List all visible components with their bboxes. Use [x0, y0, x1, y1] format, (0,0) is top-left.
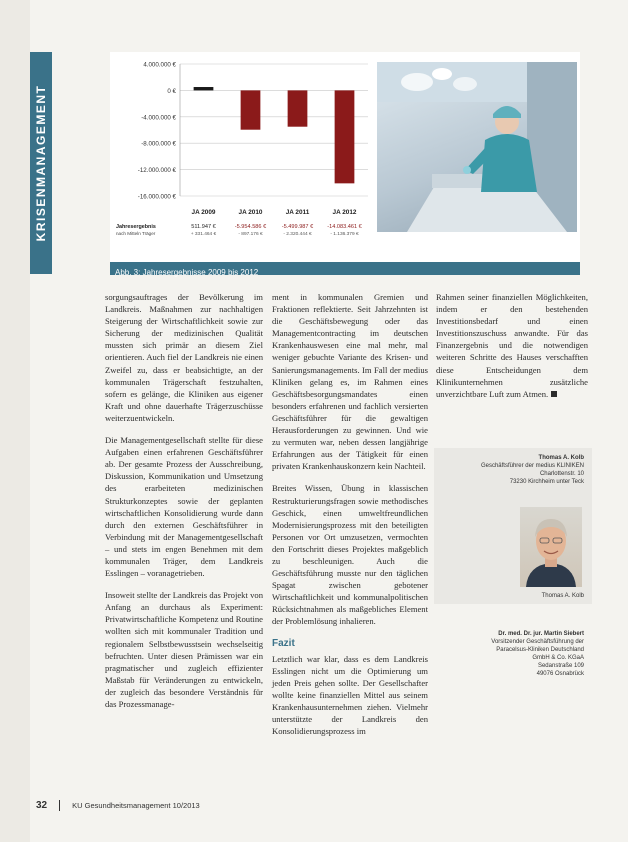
- figure-caption-bar: [110, 262, 580, 275]
- row-label: nach Mitteln Träger: [116, 231, 156, 236]
- paragraph: [436, 291, 588, 400]
- text-column-1: [105, 291, 263, 720]
- bar: [335, 90, 355, 183]
- author-box-1: [434, 448, 592, 508]
- paragraph: Insoweit stellte der Landkreis das Projekt von Anfang an durchaus als Experiment: Privatwirtschaftliche Kompetenz und Routine wollten sich mit kommunaler Tradition und regionalem Selbstbewusstsein wechselseitig befruchten. Unter diesen Prämissen war ein pragmatischer und zugleich effizienter Maßstab für Veränderungen zu entwickeln, der zugleich das besondere Verständnis für das Prozessmanage-: [105, 590, 263, 709]
- text-column-3: [436, 291, 588, 410]
- x-tick-label: JA 2009: [191, 209, 216, 216]
- y-tick-label: -8.000.000 €: [141, 140, 176, 148]
- paragraph-text: Rahmen seiner finanziellen Möglichkeiten, indem er den bestehenden Investitionsbedarf und einen Investitionszuschuss anwandte. Für das Finanzergebnis und die notwendigen weiteren Schritte des Hauses verschafften diese Entscheidungen dem Klinikunternehmen zusätzliche unverzichtbare Luft zum Atmen.: [436, 292, 588, 399]
- paragraph: Letztlich war klar, dass es dem Landkreis Esslingen nicht um die Optimierung um jeden Preis gehen sollte. Der Gesellschafter wollte keine finanziellen Mittel aus seinem Krankenhausunternehmen ziehen. Vielmehr unterstützte der Landkreis den Konsolidierungsprozess im: [272, 653, 428, 737]
- paragraph: Die Managementgesellschaft stellte für diese Aufgaben einen erfahrenen Geschäftsführer ab. Der gesamte Prozess der Ausschreibung, Diskussion, Kommunikation und Umsetzung des erarbeiteten medizinischen Strukturkonzeptes sowie der geplanten wirtschaftlichen Konsolidierung wurde dann durch den externen Geschäftsführer in Verbindung mit der Managementgesellschaft – und stets im engen Benehmen mit dem kommunalen Träger, dem Landkreis Esslingen – voranagetrieben.: [105, 435, 263, 579]
- publication-name: KU Gesundheitsmanagement 10/2013: [72, 801, 200, 811]
- data-sub-label: + 331.464 €: [190, 232, 217, 237]
- x-tick-label: JA 2012: [332, 209, 357, 216]
- author-name: Dr. med. Dr. jur. Martin Siebert: [498, 631, 584, 637]
- page-footer: [36, 800, 200, 811]
- bar: [241, 90, 261, 129]
- data-label: -5.499.987 €: [281, 224, 314, 230]
- data-sub-label: - 897.176 €: [238, 232, 263, 237]
- section-label: KRISENMANAGEMENT: [34, 84, 48, 242]
- text-column-2: [272, 291, 428, 747]
- author-city: 49076 Osnabrück: [536, 671, 584, 677]
- figure: [110, 52, 580, 274]
- row-label: Jahresergebnis: [116, 224, 156, 230]
- author-role: Geschäftsführer der medius KLINIKEN: [480, 463, 584, 469]
- data-sub-label: - 2.320.444 €: [283, 232, 312, 237]
- paragraph: Breites Wissen, Übung in klassischen Restrukturierungsfragen sowie methodisches Geschick, einen umweltfreundlichen Modernisierungsprozess mit den beteiligten Personen vor Ort umzusetzen, vermochten den Fortschritt dieses Projektes maßgeblich zu beschleunigen. Auch die Geschäftsführung musste nur den täglichen Spagat zwischen gebotener Wirtschaftlichkeit und kommunalpolitischen Rücksichtnahmen als maßgebliches Element der Problemlösung inhalieren.: [272, 483, 428, 627]
- page-margin: [0, 0, 30, 842]
- author-photo: [520, 507, 582, 587]
- x-tick-label: JA 2011: [285, 209, 310, 216]
- section-tab: [30, 52, 52, 274]
- x-tick-label: JA 2010: [238, 209, 263, 216]
- surgery-photo: [377, 62, 577, 232]
- photo-credit: Thomas A. Kolb: [541, 593, 584, 599]
- figure-caption: Abb. 3: Jahresergebnisse 2009 bis 2012: [115, 268, 259, 277]
- paragraph: ment in kommunalen Gremien und Fraktionen reflektierte. Seit Jahrzehnten ist die Geschäftsbewegung oder das Managementcontracting im deutschen Krankenhauswesen eine mal mehr, mal weniger gebuchte Variante des Krisen- und Sanierungsmanagements. Im Fall der medius Kliniken gelang es, im Rahmen eines Geschäftsbesorgungsmandates einen besonders erfahrenen und fachlich versierten Geschäftsführer für die gewaltigen Herausforderungen zu gewinnen. Und wie zu vermuten war, neben dessen langjährige Erfahrungen aus der Tätigkeit für einen privaten Krankenhauskonzern kein Nachteil.: [272, 292, 428, 472]
- footer-divider: [59, 800, 60, 811]
- section-heading: Fazit: [272, 637, 295, 649]
- author-name: Thomas A. Kolb: [538, 455, 584, 461]
- y-tick-label: 0 €: [167, 87, 176, 95]
- data-label: -14.083.461 €: [327, 224, 362, 230]
- y-tick-label: -4.000.000 €: [141, 114, 176, 122]
- author-city: 73230 Kirchheim unter Teck: [509, 479, 584, 485]
- paragraph: sorgungsauftrages der Bevölkerung im Landkreis. Maßnahmen zur nachhaltigen Steigerung der Wirtschaftlichkeit sowie zur Sicherung der medizinischen Qualität mussten sich primär an diesem Ziel orientieren. Auch fiel der Landkreis nie einen Zweifel zu, dass er beabsichtigte, an der kommunalen Trägerschaft festzuhalten, sofern es gelänge, die Kliniken aus eigener Kraft und ohne dauerhafte Trägerzuschüsse weiterzuentwickeln.: [105, 292, 263, 423]
- author-street: Charlottenstr. 10: [539, 471, 584, 477]
- end-square-icon: [551, 391, 557, 397]
- data-sub-label: - 1.136.379 €: [330, 232, 359, 237]
- y-tick-label: -16.000.000 €: [137, 193, 176, 201]
- y-tick-label: 4.000.000 €: [143, 61, 176, 69]
- author-box-2: [434, 624, 592, 686]
- portrait-image: [520, 507, 582, 587]
- bar-chart: [110, 52, 375, 262]
- author-role: Vorsitzender Geschäftsführung der: [491, 639, 584, 645]
- data-label: -5.954.586 €: [234, 224, 267, 230]
- page-number: 32: [36, 800, 48, 812]
- surgeon-image: [377, 62, 577, 232]
- bar: [194, 87, 214, 90]
- bar: [288, 90, 308, 126]
- author-role: Paracelsus-Kliniken Deutschland: [496, 647, 584, 653]
- y-tick-label: -12.000.000 €: [137, 167, 176, 175]
- data-label: 511.947 €: [191, 224, 216, 230]
- author-street: Sedanstraße 109: [537, 663, 584, 669]
- author-company: GmbH & Co. KGaA: [532, 655, 584, 661]
